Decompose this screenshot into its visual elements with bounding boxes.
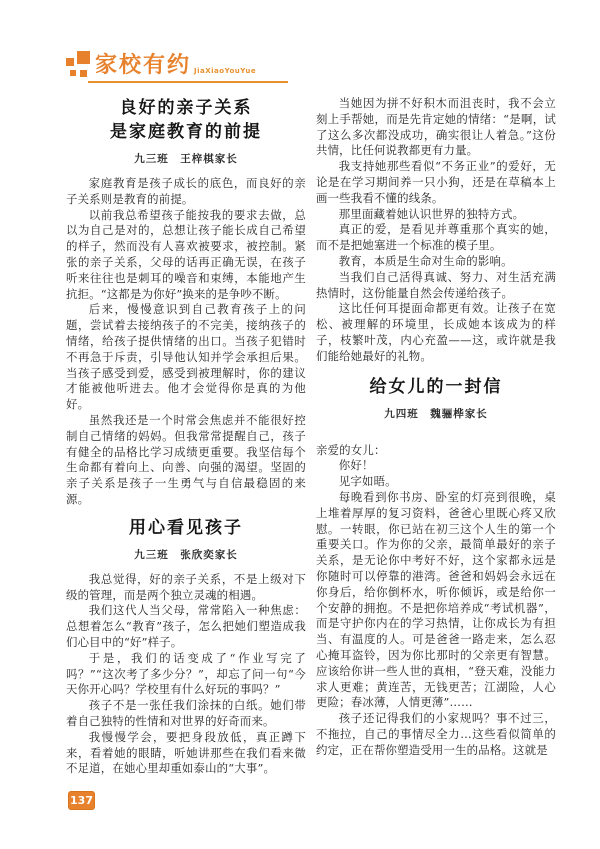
letter-greeting: 你好！	[338, 458, 374, 473]
paragraph: 我们这代人当父母，常常陷入一种焦虑：总想着怎么“教育”孩子，怎么把她们塑造成我们心目中的“好”样子。	[66, 603, 306, 649]
logo-square	[80, 70, 87, 77]
logo-square	[66, 58, 74, 66]
title-line: 是家庭教育的前提	[110, 122, 262, 142]
left-column	[66, 96, 306, 777]
title-line: 用心看见孩子	[129, 517, 243, 538]
paragraph: 孩子还记得我们的小家规吗？事不过三，不拖拉，自己的事情尽全力…这些看似简单的约定，正在帮你塑造受用一生的品格。这就是	[316, 711, 556, 757]
article-1-title	[66, 96, 306, 144]
brand-logo-icon	[66, 50, 90, 77]
brand-pinyin: JiaXiaoYouYue	[194, 67, 257, 75]
page-header	[66, 50, 366, 83]
article-1-body	[66, 176, 306, 508]
article-3-body	[316, 443, 556, 759]
paragraph: 每晚看到你书房、卧室的灯亮到很晚，桌上堆着厚厚的复习资料，爸爸心里既心疼又欣慰。一转眼，你已站在初三这个人生的第一个重要关口。作为你的父亲，最简单最好的亲子关系，是无论你中考好不好，这个家都永远是你随时可以停靠的港湾。爸爸和妈妈会永远在你身后，给你倒杯水，听你倾诉，或是给你一个安静的拥抱。不是把你培养成“考试机器”，而是守护你内在的学习热情，让你成长为有担当、有温度的人。可是爸爸一路走来，怎么忍心掩耳盗铃，因为你比那时的父亲更有智慧。应该给你讲一些人世的真相，“登天难，没能力求人更难；黄连苦，无钱更苦；江湖险，人心更险；春冰薄，人情更薄”……	[316, 489, 556, 710]
article-3-title	[316, 365, 556, 399]
paragraph: 后来，慢慢意识到自己教育孩子上的问题，尝试着去接纳孩子的不完美，接纳孩子的情绪，给孩子提供情绪的出口。当孩子犯错时不再急于斥责，引导他认知并学会承担后果。当孩子感受到爱，感受到被理解时，你的建议才能被他听进去。他才会觉得你是真的为他好。	[66, 302, 306, 412]
paragraph: 家庭教育是孩子成长的底色，而良好的亲子关系则是教育的前提。	[66, 176, 306, 206]
brand-title: 家校有约	[95, 53, 192, 78]
title-line: 给女儿的一封信	[369, 376, 503, 397]
article-2-title	[66, 508, 306, 540]
paragraph: 我总觉得，好的亲子关系，不是上级对下级的管理，而是两个独立灵魂的相遇。	[66, 571, 306, 602]
article-1-byline: 九三班 王梓棋家长	[134, 153, 238, 165]
article-2-byline: 九三班 张欣奕家长	[134, 548, 238, 561]
letter-salutation: 亲爱的女儿：	[316, 442, 386, 457]
paragraph: 我慢慢学会，要把身段放低，真正蹲下来，看着她的眼睛，听她讲那些在我们看来微不足道，在她心里却重如泰山的“大事”。	[66, 729, 306, 776]
paragraph: 真正的爱，是看见并尊重那个真实的她，而不是把她塞进一个标准的模子里。	[316, 222, 556, 253]
paragraph: 那里面藏着她认识世界的独特方式。	[338, 206, 525, 221]
paragraph: 这比任何耳提面命都更有效。让孩子在宽松、被理解的环境里，长成她本该成为的样子，枝繁叶茂，内心充盈——这，或许就是我们能给她最好的礼物。	[316, 301, 556, 363]
letter-opening: 见字如晤。	[338, 474, 397, 489]
paragraph: 当她因为拼不好积木而沮丧时，我不会立刻上手帮她，而是先肯定她的情绪：“是啊，试了这么多次都没成功，确实很让人着急。”这份共情，比任何说教都更有力量。	[316, 96, 556, 158]
logo-square	[77, 51, 90, 64]
paragraph: 以前我总希望孩子能按我的要求去做，总以为自己是对的，总想让孩子能长成自己希望的样子，然而没有人喜欢被要求，被控制。紧张的亲子关系，父母的话再正确无误，在孩子听来往往也是刺耳的噪音和束缚，本能地产生抗拒。“这都是为你好”换来的是争吵不断。	[66, 207, 306, 301]
article-2-body-right	[316, 96, 556, 365]
paragraph: 孩子不是一张任我们涂抹的白纸。她们带着自己独特的性情和对世界的好奇而来。	[66, 698, 306, 728]
paragraph: 虽然我还是一个时常会焦虑并不能很好控制自己情绪的妈妈。但我常常提醒自己，孩子有健全的品格比学习成绩更重要。我坚信每个生命都有着向上、向善、向强的渴望。坚固的亲子关系是孩子一生勇气与自信最稳固的来源。	[66, 412, 306, 506]
paragraph: 我支持她那些看似“不务正业”的爱好，无论是在学习期间养一只小狗，还是在草稿本上画一些我看不懂的线条。	[316, 159, 556, 205]
header-underline	[88, 81, 288, 83]
article-3-byline: 九四班 魏骊桦家长	[384, 407, 488, 420]
article-2-body-left	[66, 572, 306, 777]
paragraph: 于是，我们的话变成了“作业写完了吗？”“这次考了多少分？”，却忘了问一句“今天你开心吗？学校里有什么好玩的事吗？”	[66, 650, 306, 697]
article-2	[66, 508, 306, 777]
paragraph: 教育，本质是生命对生命的影响。	[338, 253, 513, 268]
content-columns	[66, 96, 556, 777]
article-3	[316, 365, 556, 759]
paragraph: 当我们自己活得真诚、努力、对生活充满热情时，这份能量自然会传递给孩子。	[316, 269, 556, 300]
article-1	[66, 96, 306, 508]
right-column	[316, 96, 556, 777]
title-line: 良好的亲子关系	[119, 98, 253, 118]
logo-square	[70, 70, 76, 76]
page-number-badge: 137	[68, 791, 95, 810]
